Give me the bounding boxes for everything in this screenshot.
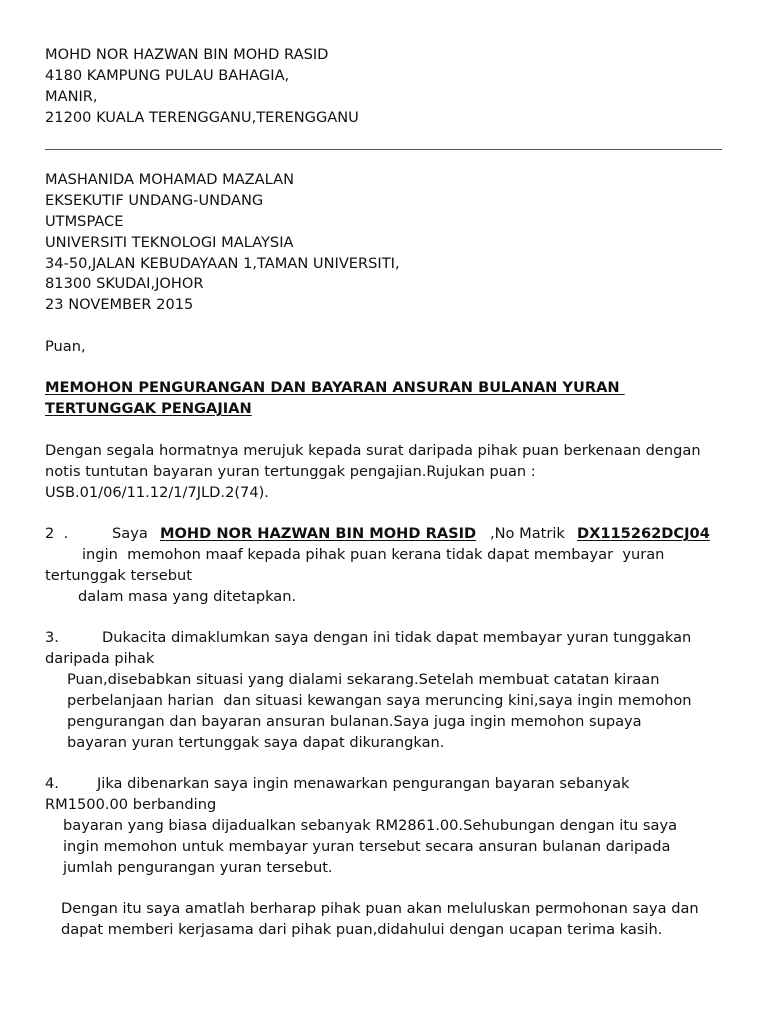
para4-line-5: jumlah pengurangan yuran tersebut. <box>63 859 333 876</box>
para4-line-2: RM1500.00 berbanding <box>45 796 217 813</box>
recipient-name: MASHANIDA MOHAMAD MAZALAN <box>45 171 295 188</box>
para3-line-3: Puan,disebabkan situasi yang dialami sekarang.Setelah membuat catatan kiraan <box>67 671 660 688</box>
closing-line-2: dapat memberi kerjasama dari pihak puan,didahului dengan ucapan terima kasih. <box>61 921 663 938</box>
para2-number: 2 . <box>45 525 69 542</box>
para2-matrik-number: DX115262DCJ04 <box>577 525 710 542</box>
para4-number: 4. <box>45 775 59 792</box>
para3-number: 3. <box>45 629 59 646</box>
sender-name: MOHD NOR HAZWAN BIN MOHD RASID <box>45 46 329 63</box>
sender-address-line-2: MANIR, <box>45 88 98 105</box>
recipient-address-1: 34-50,JALAN KEBUDAYAAN 1,TAMAN UNIVERSITI, <box>45 255 400 272</box>
para2-line-2: ingin memohon maaf kepada pihak puan kerana tidak dapat membayar yuran <box>82 546 665 563</box>
salutation: Puan, <box>45 338 86 355</box>
sender-address-line-3: 21200 KUALA TERENGGANU,TERENGGANU <box>45 109 359 126</box>
intro-line-1: Dengan segala hormatnya merujuk kepada surat daripada pihak puan berkenaan dengan <box>45 442 701 459</box>
para2-line-3: tertunggak tersebut <box>45 567 192 584</box>
para3-line-1: Dukacita dimaklumkan saya dengan ini tidak dapat membayar yuran tunggakan <box>102 629 692 646</box>
para2-line-4: dalam masa yang ditetapkan. <box>78 588 297 605</box>
letter-date: 23 NOVEMBER 2015 <box>45 296 194 313</box>
para2-saya: Saya <box>112 525 148 542</box>
recipient-position: EKSEKUTIF UNDANG-UNDANG <box>45 192 264 209</box>
intro-line-2: notis tuntutan bayaran yuran tertunggak pengajian.Rujukan puan : <box>45 463 536 480</box>
recipient-org-1: UTMSPACE <box>45 213 124 230</box>
subject-line-2: TERTUNGGAK PENGAJIAN <box>45 400 252 417</box>
para2-matrik-label: ,No Matrik <box>490 525 565 542</box>
subject-line-1: MEMOHON PENGURANGAN DAN BAYARAN ANSURAN BULANAN YURAN <box>45 379 625 396</box>
para4-line-4: ingin memohon untuk membayar yuran tersebut secara ansuran bulanan daripada <box>63 838 671 855</box>
para4-line-1: Jika dibenarkan saya ingin menawarkan pengurangan bayaran sebanyak <box>97 775 630 792</box>
para3-line-2: daripada pihak <box>45 650 155 667</box>
para2-student-name: MOHD NOR HAZWAN BIN MOHD RASID <box>160 525 477 542</box>
recipient-address-2: 81300 SKUDAI,JOHOR <box>45 275 204 292</box>
para3-line-5: pengurangan dan bayaran ansuran bulanan.Saya juga ingin memohon supaya <box>67 713 642 730</box>
recipient-org-2: UNIVERSITI TEKNOLOGI MALAYSIA <box>45 234 294 251</box>
intro-line-3: USB.01/06/11.12/1/7JLD.2(74). <box>45 484 269 501</box>
closing-line-1: Dengan itu saya amatlah berharap pihak puan akan meluluskan permohonan saya dan <box>61 900 699 917</box>
sender-address-line-1: 4180 KAMPUNG PULAU BAHAGIA, <box>45 67 290 84</box>
header-divider <box>45 149 722 150</box>
para3-line-4: perbelanjaan harian dan situasi kewangan saya meruncing kini,saya ingin memohon <box>67 692 692 709</box>
para3-line-6: bayaran yuran tertunggak saya dapat dikurangkan. <box>67 734 445 751</box>
para4-line-3: bayaran yang biasa dijadualkan sebanyak RM2861.00.Sehubungan dengan itu saya <box>63 817 678 834</box>
